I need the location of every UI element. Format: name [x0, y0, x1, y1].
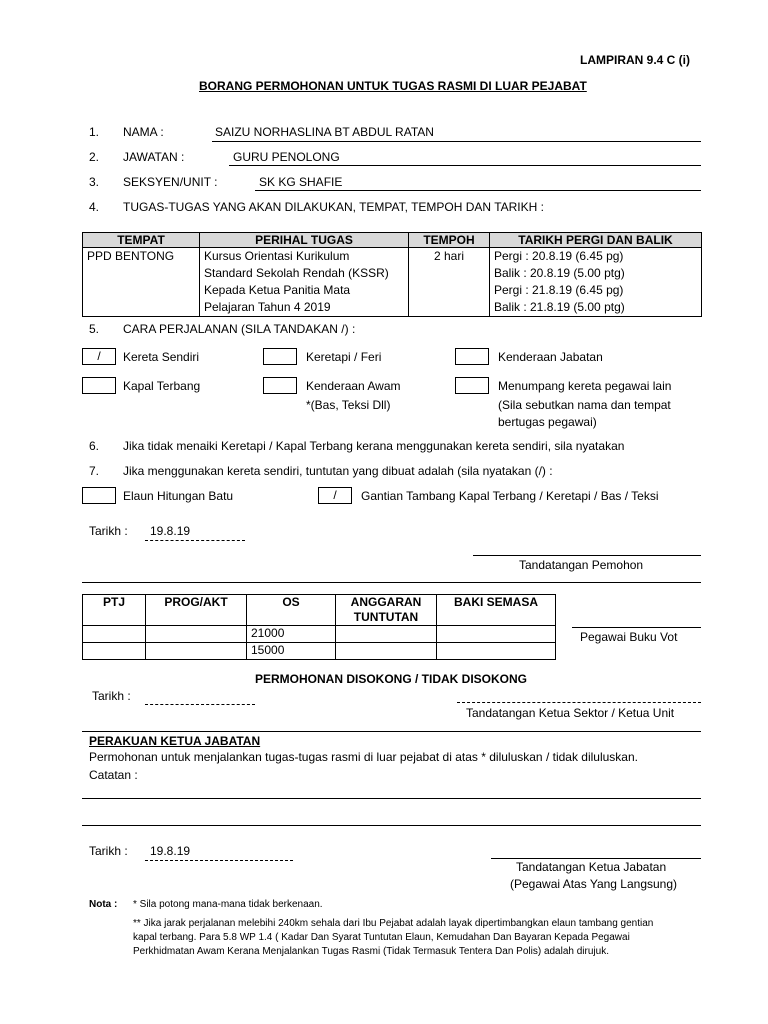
header-prog: PROG/AKT [146, 595, 247, 626]
kereta-sendiri-label: Kereta Sendiri [123, 350, 200, 364]
item6-text: Jika tidak menaiki Keretapi / Kapal Terbang kerana menggunakan kereta sendiri, sila nyatakan [123, 439, 625, 453]
tandatangan-ketua-sektor-label: Tandatangan Ketua Sektor / Ketua Unit [466, 706, 675, 720]
elaun-label: Elaun Hitungan Batu [123, 489, 234, 503]
perihal-line: Pelajaran Tahun 4 2019 [204, 300, 331, 314]
jawatan-label: JAWATAN : [123, 150, 185, 164]
nota-line: Perkhidmatan Awam Kerana Menjalankan Tugas Rasmi (Tidak Termasuk Tentera Dan Polis) adalah dirujuk. [133, 946, 609, 957]
kenderaan-awam-label: Kenderaan Awam [306, 379, 401, 393]
elaun-checkbox[interactable] [82, 487, 116, 504]
signature-line [473, 555, 701, 556]
nota-label: Nota : [89, 899, 118, 910]
tarikh-line: Balik : 20.8.19 (5.00 ptg) [494, 266, 625, 280]
kenderaan-jabatan-checkbox[interactable] [455, 348, 489, 365]
sokongan-title: PERMOHONAN DISOKONG / TIDAK DISOKONG [255, 672, 528, 686]
field-number: 1. [89, 125, 100, 139]
seksyen-line [255, 190, 701, 191]
perihal-cell [200, 248, 409, 317]
perihal-line: Standard Sekolah Rendah (KSSR) [204, 266, 389, 280]
tempat-cell: PPD BENTONG [83, 248, 200, 317]
tarikh-pemohon-value[interactable]: 19.8.19 [150, 524, 191, 538]
tarikh-label: Tarikh : [89, 844, 128, 858]
tarikh-label: Tarikh : [89, 524, 128, 538]
baki-cell[interactable] [437, 643, 556, 660]
item-number: 5. [89, 322, 100, 336]
header-tempoh: TEMPOH [409, 233, 490, 248]
gantian-checkbox[interactable]: / [318, 487, 352, 504]
section-divider [82, 731, 701, 732]
signature-line [457, 702, 701, 703]
kapal-terbang-checkbox[interactable] [82, 377, 116, 394]
nota-line: kapal terbang. Para 5.8 WP 1.4 ( Kadar Dan Syarat Tuntutan Elaun, Kemudahan Dan Bayaran Kepada Pegawai [133, 932, 630, 943]
tarikh-line: Pergi : 20.8.19 (6.45 pg) [494, 249, 624, 263]
header-baki: BAKI SEMASA [437, 595, 556, 626]
menumpang-label: Menumpang kereta pegawai lain [498, 379, 672, 393]
nama-value[interactable]: SAIZU NORHASLINA BT ABDUL RATAN [215, 125, 434, 139]
jawatan-line [229, 165, 701, 166]
keretapi-label: Keretapi / Feri [306, 350, 382, 364]
header-anggaran: ANGGARAN TUNTUTAN [336, 595, 437, 626]
tarikh-line [145, 540, 245, 541]
field-number: 2. [89, 150, 100, 164]
table-row [83, 643, 556, 660]
prog-cell[interactable] [146, 643, 247, 660]
kereta-sendiri-checkbox[interactable]: / [82, 348, 116, 365]
signature-line [491, 858, 701, 859]
pegawai-atas-label: (Pegawai Atas Yang Langsung) [510, 877, 678, 891]
kenderaan-awam-checkbox[interactable] [263, 377, 297, 394]
nota-line: ** Jika jarak perjalanan melebihi 240km sehala dari Ibu Pejabat adalah layak dipertimbangkan elaun tambang gentian [133, 918, 654, 929]
menumpang-checkbox[interactable] [455, 377, 489, 394]
perakuan-text: Permohonan untuk menjalankan tugas-tugas rasmi di luar pejabat di atas * diluluskan / tidak diluluskan. [89, 750, 638, 764]
item-number: 7. [89, 464, 100, 478]
nama-label: NAMA : [123, 125, 164, 139]
tarikh-line [145, 704, 255, 705]
tarikh-label: Tarikh : [92, 689, 131, 703]
perihal-line: Kepada Ketua Panitia Mata [204, 283, 351, 297]
item-number: 6. [89, 439, 100, 453]
item7-text: Jika menggunakan kereta sendiri, tuntutan yang dibuat adalah (sila nyatakan (/) : [123, 464, 553, 478]
tarikh-line: Balik : 21.8.19 (5.00 ptg) [494, 300, 625, 314]
ptj-cell[interactable] [83, 626, 146, 643]
os-cell[interactable]: 15000 [247, 643, 336, 660]
ptj-cell[interactable] [83, 643, 146, 660]
catatan-line[interactable] [82, 825, 701, 826]
perihal-line: Kursus Orientasi Kurikulum [204, 249, 350, 263]
jawatan-value[interactable]: GURU PENOLONG [233, 150, 340, 164]
nama-line [212, 141, 701, 142]
perakuan-title: PERAKUAN KETUA JABATAN [89, 734, 261, 748]
item4-text: TUGAS-TUGAS YANG AKAN DILAKUKAN, TEMPAT, TEMPOH DAN TARIKH : [123, 200, 544, 214]
baki-cell[interactable] [437, 626, 556, 643]
tarikh-line [145, 860, 293, 861]
vot-table [82, 594, 556, 660]
tarikh-cell [490, 248, 702, 317]
header-ptj: PTJ [83, 595, 146, 626]
kenderaan-jabatan-label: Kenderaan Jabatan [498, 350, 603, 364]
table-row [83, 626, 556, 643]
menumpang-note: bertugas pegawai) [498, 415, 597, 429]
gantian-label: Gantian Tambang Kapal Terbang / Keretapi / Bas / Teksi [361, 489, 659, 503]
tarikh-line: Pergi : 21.8.19 (6.45 pg) [494, 283, 624, 297]
menumpang-note: (Sila sebutkan nama dan tempat [498, 398, 671, 412]
header-perihal: PERIHAL TUGAS [200, 233, 409, 248]
tarikh-perakuan-value[interactable]: 19.8.19 [150, 844, 191, 858]
lampiran-label: LAMPIRAN 9.4 C (i) [580, 53, 691, 67]
catatan-line[interactable] [82, 798, 701, 799]
keretapi-checkbox[interactable] [263, 348, 297, 365]
seksyen-label: SEKSYEN/UNIT : [123, 175, 218, 189]
pegawai-buku-vot-label: Pegawai Buku Vot [580, 630, 678, 644]
anggaran-cell[interactable] [336, 626, 437, 643]
os-cell[interactable]: 21000 [247, 626, 336, 643]
catatan-label: Catatan : [89, 768, 138, 782]
header-os: OS [247, 595, 336, 626]
kapal-terbang-label: Kapal Terbang [123, 379, 201, 393]
prog-cell[interactable] [146, 626, 247, 643]
tandatangan-ketua-jabatan-label: Tandatangan Ketua Jabatan [516, 860, 667, 874]
seksyen-value[interactable]: SK KG SHAFIE [259, 175, 343, 189]
tandatangan-pemohon-label: Tandatangan Pemohon [519, 558, 644, 572]
field-number: 3. [89, 175, 100, 189]
form-title: BORANG PERMOHONAN UNTUK TUGAS RASMI DI LUAR PEJABAT [199, 79, 587, 93]
item-number: 4. [89, 200, 100, 214]
kenderaan-awam-note: *(Bas, Teksi Dll) [306, 398, 391, 412]
nota-line: * Sila potong mana-mana tidak berkenaan. [133, 899, 323, 910]
anggaran-cell[interactable] [336, 643, 437, 660]
table-row [83, 248, 702, 317]
section-divider [82, 582, 701, 583]
tempoh-cell: 2 hari [409, 248, 490, 317]
tugas-table [82, 232, 702, 317]
item5-text: CARA PERJALANAN (SILA TANDAKAN /) : [123, 322, 356, 336]
header-tempat: TEMPAT [83, 233, 200, 248]
signature-line [572, 627, 701, 628]
header-tarikh: TARIKH PERGI DAN BALIK [490, 233, 702, 248]
